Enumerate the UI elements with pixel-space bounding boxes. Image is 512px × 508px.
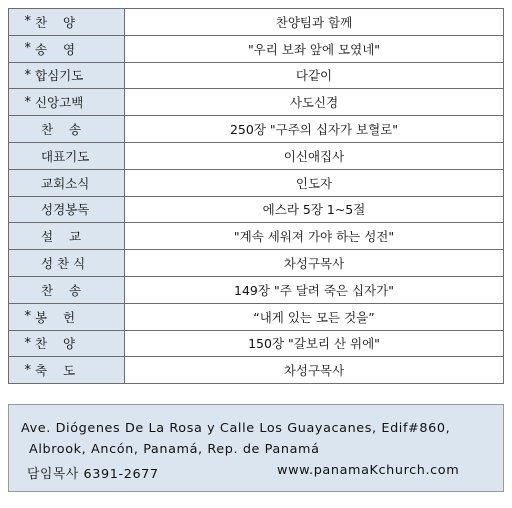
order-label: 합심기도 — [35, 68, 84, 84]
order-label: 설 교 — [41, 229, 82, 245]
order-value: 이신애집사 — [125, 142, 504, 169]
order-label-cell — [9, 9, 125, 36]
order-row — [9, 62, 504, 89]
order-row — [9, 330, 504, 357]
order-label-cell — [9, 303, 125, 330]
standing-mark: * — [24, 67, 31, 83]
order-label: 성경봉독 — [41, 202, 90, 218]
order-label-cell — [9, 116, 125, 143]
order-label-cell — [9, 89, 125, 116]
order-value: "계속 세워져 가야 하는 성전" — [125, 223, 504, 250]
address-line-2: Albrook, Ancón, Panamá, Rep. de Panamá — [29, 442, 320, 457]
order-label-cell — [9, 169, 125, 196]
order-row — [9, 169, 504, 196]
order-row — [9, 357, 504, 384]
order-value: "우리 보좌 앞에 모였네" — [125, 35, 504, 62]
standing-mark: * — [24, 14, 31, 30]
order-label: 신앙고백 — [35, 95, 84, 111]
order-label-cell — [9, 357, 125, 384]
church-info-box — [8, 404, 504, 492]
order-label: 찬 양 — [35, 14, 76, 30]
standing-mark: * — [24, 94, 31, 110]
address-line-1: Ave. Diógenes De La Rosa y Calle Los Guayacanes, Edif#860, — [21, 421, 451, 436]
standing-mark: * — [24, 309, 31, 325]
order-row — [9, 250, 504, 277]
order-label: 축 도 — [35, 363, 76, 379]
order-row — [9, 303, 504, 330]
order-value: 250장 "구주의 십자가 보혈로" — [125, 116, 504, 143]
order-value: “내게 있는 모든 것을” — [125, 303, 504, 330]
order-value: 찬양팀과 함께 — [125, 9, 504, 36]
order-value: 다같이 — [125, 62, 504, 89]
order-value: 인도자 — [125, 169, 504, 196]
order-value: 차성구목사 — [125, 250, 504, 277]
order-label-cell — [9, 35, 125, 62]
order-label: 찬 양 — [35, 336, 76, 352]
order-label: 찬 송 — [41, 282, 82, 298]
order-label-cell — [9, 250, 125, 277]
order-row — [9, 223, 504, 250]
order-label-cell — [9, 330, 125, 357]
order-label-cell — [9, 142, 125, 169]
order-value: 사도신경 — [125, 89, 504, 116]
pastor-phone: 담임목사 6391-2677 — [27, 467, 159, 482]
order-label-cell — [9, 276, 125, 303]
order-label: 교회소식 — [41, 175, 90, 191]
order-label: 송 영 — [35, 41, 76, 57]
order-row — [9, 196, 504, 223]
order-label: 성 찬 식 — [41, 256, 86, 272]
order-label: 봉 헌 — [35, 309, 76, 325]
order-label: 찬 송 — [41, 122, 82, 138]
order-value: 차성구목사 — [125, 357, 504, 384]
website-link[interactable]: www.panamaKchurch.com — [277, 463, 460, 478]
order-row — [9, 116, 504, 143]
order-value: 149장 "주 달려 죽은 십자가" — [125, 276, 504, 303]
order-value: 150장 "갈보리 산 위에" — [125, 330, 504, 357]
order-row — [9, 9, 504, 36]
standing-mark: * — [24, 41, 31, 57]
order-row — [9, 142, 504, 169]
worship-order-table — [8, 8, 504, 384]
standing-mark: * — [24, 335, 31, 351]
order-label-cell — [9, 62, 125, 89]
order-row — [9, 89, 504, 116]
order-label-cell — [9, 196, 125, 223]
order-label-cell — [9, 223, 125, 250]
order-value: 에스라 5장 1~5절 — [125, 196, 504, 223]
order-row — [9, 35, 504, 62]
order-label: 대표기도 — [41, 148, 90, 164]
order-row — [9, 276, 504, 303]
standing-mark: * — [24, 362, 31, 378]
